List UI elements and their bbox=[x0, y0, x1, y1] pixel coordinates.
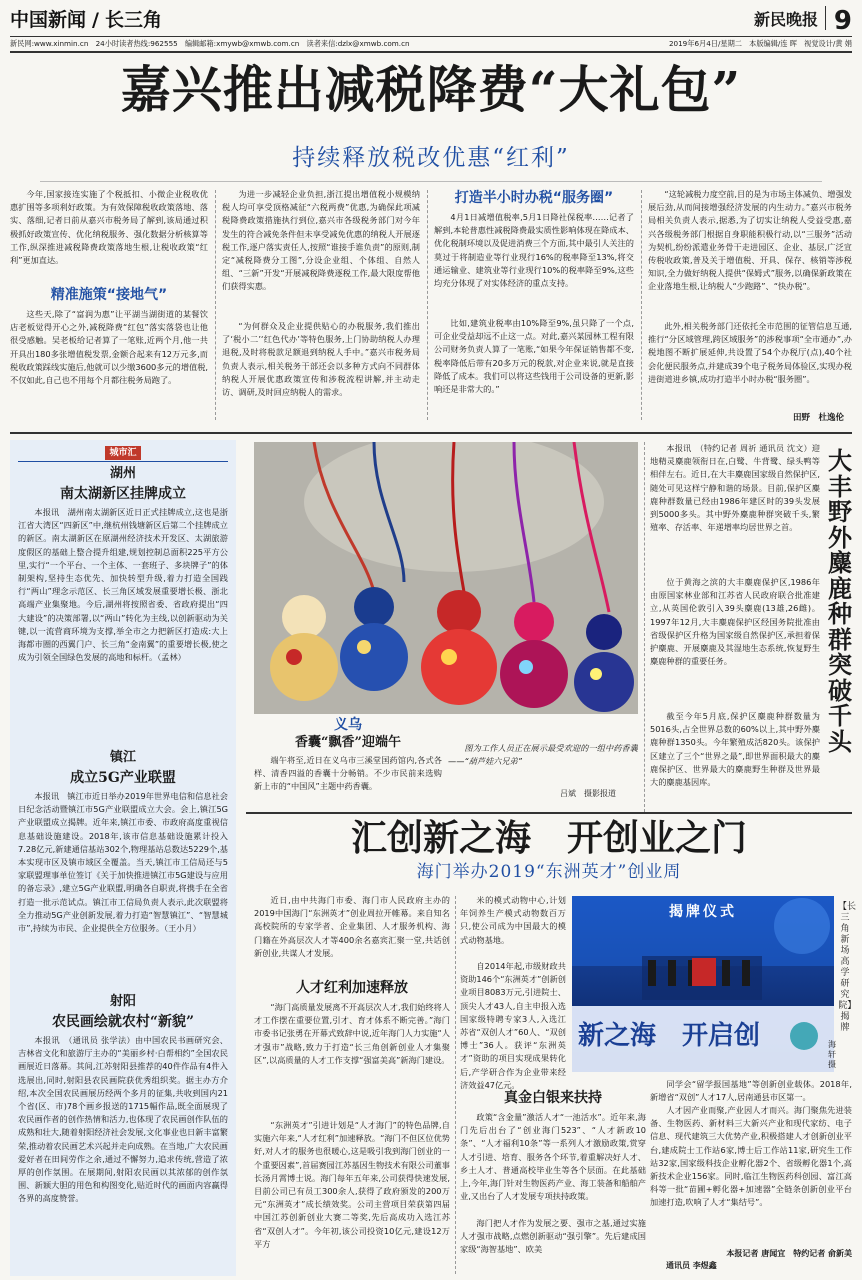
sachet-body: 端午将至,近日在义乌市三溪堂国药馆内,各式各样、清香四溢的香囊十分畅销。不少市民前来选购新上市的“中国风”主题中药香囊。 bbox=[254, 755, 442, 792]
section-rule bbox=[10, 432, 852, 434]
masthead-rule bbox=[10, 36, 852, 37]
page-number: 9 bbox=[833, 6, 852, 36]
city-kicker-row bbox=[18, 446, 228, 462]
sachet-title: 香囊“飘香”迎端午 bbox=[295, 735, 401, 750]
haimen-col-a bbox=[254, 894, 450, 1276]
haimen-col-b-lower bbox=[460, 1088, 646, 1278]
infobar-rule bbox=[10, 51, 852, 53]
section-rule bbox=[246, 812, 852, 814]
haimen-paragraph: 同学会“留学报国基地”等创新创业载体。2018年,新增省“双创”人才17人,居南通县市区第一。 bbox=[650, 1079, 852, 1103]
page-divider bbox=[825, 6, 826, 30]
lead-col4-paragraph: “这轮减税力度空前,目的是为市场主体减负、增强发展后劲,从而间接增强经济发展的内生动力。”嘉兴市税务局相关负责人表示,据悉,为了切实让纳税人受益受惠,嘉兴各级税务部门根据自身职能积极行动,以“三服务”活动为契机,纷纷派遣业务骨干走进园区、企业、基层,广泛宣传税收政策,普及关于增值税、开具、保存、核销等涉税知识,全力做好纳税人提供“保姆式”服务,以确保新政策在企业落地生根,让纳税人“少跑路”、“快办税”。 bbox=[648, 189, 852, 292]
haimen-subheading-2: 真金白银来扶持 bbox=[504, 1090, 602, 1106]
sachet-photo bbox=[254, 442, 638, 714]
deer-headline: 大丰野外麋鹿种群突破千头 bbox=[828, 446, 852, 756]
lead-col-1 bbox=[10, 188, 208, 424]
sachet-caption-right bbox=[448, 716, 638, 808]
haimen-paragraph: 人才因产业而聚,产业因人才而兴。海门聚焦先进装备、生物医药、新材料三大新兴产业和现代家纺、电子信息、现代建筑三大优势产业,积极搭建人才创新创业平台,建成院士工作站6家,博士后工作站11家,研究生工作站32家,国家级科技企业孵化器2个、省级孵化器1个,高新技术企业156家。同时,临江生物医药科创园、富江高科等一批“苗圃+孵化器+加速器”全链条创新创业平台加速打造,吹响了人才“集结号”。 bbox=[650, 1105, 852, 1208]
ceremony-banner: 揭牌仪式 bbox=[669, 904, 737, 920]
ceremony-stage-text: 新之海 开启创 bbox=[578, 1021, 761, 1051]
lead-subheading-1: 精准施策“接地气” bbox=[50, 287, 168, 303]
haimen-paragraph: 米的模式动物中心,计划年饲养生产模式动物数百万只,使公司成为中国最大的模式动物基地。 bbox=[460, 895, 566, 945]
haimen-paragraph: “东洲英才”引进计划是“人才海门”的特色品牌,自实施六年来,“人才红利”加速释放。“海门不但区位优势好,对人才的服务也很暖心,这是吸引我到海门创业的一个重要因素”,首届赛园江苏基因生物技术有限公司董事长汤月霄博士说。海门每年五年来,公司获得快速发展,目前公司已有员工300余人,获得了政府颁发的200万元“东洲英才”成长绩效奖。公司主营项目荣获第四届中国江苏创新创业大赛二等奖,先后高成功入选江苏省“双创人才”。今年初,该公司投资10亿元,建设12万平方 bbox=[254, 1120, 450, 1249]
haimen-paragraph: 海门把人才作为发展之要、强市之基,通过实施人才强市战略,点燃创新驱动“强引擎”。先后建成国家级“海智基地”、欧美 bbox=[460, 1218, 646, 1255]
city-body-huzhou: 本报讯 湖州南太湖新区近日正式挂牌成立,这也是浙江省大湾区“四新区”中,继杭州钱塘新区后第二个挂牌成立的新区。南太湖新区在原湖州经济技术开发区、太湖旅游度假区的基础上整合提升组建,规划控制总面积225平方公里,实行“一个平台、一个主体、一套班子、多块牌子”的体制架构,坚持生态优先、加快转型升级,着力打造全国践行“两山”理念示范区、长三角区域发展重要增长极、浙北高端产业集聚地。今后,湖州将按照省委、省政府提出“四大建设”的决策部署,以“两山”转化为主线,以创新驱动为关键,以一流营商环境为支撑,举全市之力把新区打造成:大上海都市圈的西翼门户、长三角“金南翼”的重要增长极,使之成为引领全国绿色发展的高地和标杆。（孟林） bbox=[18, 507, 228, 663]
city-column bbox=[10, 440, 236, 1276]
lead-subheading-2: 打造半小时办税“服务圈” bbox=[454, 190, 614, 206]
lead-byline: 田野 杜逸伦 bbox=[792, 413, 844, 423]
city-name-zhenjiang: 镇江 bbox=[109, 750, 136, 765]
deer-paragraph: 位于黄海之滨的大丰麋鹿保护区,1986年由原国家林业部和江苏省人民政府联合批准建立,从英国伦敦引入39头麋鹿(13雄,26雌)。1997年12月,大丰麋鹿保护区经国务院批准由省级保护区升格为国家级自然保护区,承担着保护麋鹿、开展麋鹿及其湿地生态系统,恢复野生麋鹿种群的重要任务。 bbox=[650, 577, 820, 667]
info-bar bbox=[10, 38, 852, 50]
lead-col-4 bbox=[648, 188, 852, 428]
column-divider bbox=[455, 896, 456, 1274]
lead-subhead-rule bbox=[40, 181, 822, 182]
ceremony-caption: 【长三角新场高学研究院】揭牌 bbox=[838, 902, 857, 1033]
deer-paragraph: 截至今年5月底,保护区麋鹿种群数量为5016头,占全世界总数的60%以上,其中野外麋鹿种群1350头。今年繁殖成活820头。该保护区建立了三个“世界之最”,即世界面积最大的麋鹿保护区、世界最大的麋鹿野生种群及世界最大的麋鹿基因库。 bbox=[650, 711, 820, 788]
date-editor-line: 2019年6月4日/星期二 本版编辑/连 晖 视觉设计/黄 娟 bbox=[668, 39, 852, 48]
city-kicker: 城市汇 bbox=[105, 446, 140, 460]
lead-col3-paragraph: 4月1日减增值税率,5月1日降社保税率……记者了解到,本轮普惠性减税降费最实质性影响体现在降成本、优化税制环境以及促进消费三个方面,其中最引人关注的莫过于将制造业等行业现行16%的税率降至13%,将交通运输业、建筑业等行业现行10%的税率降至9%,这些均充分体现了对实体经济的重点支持。 bbox=[434, 212, 634, 289]
haimen-paragraph: “海门高质量发展离不开高层次人才,我们始终将人才工作摆在重要位置,引才、育才体系不断完善。”海门市委书记张勇在开幕式致辞中说,近年海门人力实施“人才强市”战略,致力于打造“长三角创新创业人才集聚区”,以高质量的人才工作支撑“强富美高”新海门建设。 bbox=[254, 1002, 450, 1065]
lead-col3-paragraph: 比如,建筑业税率由10%降至9%,虽只降了一个点,可企业受益却远不止这一点。对此,嘉兴某园林工程有限公司财务负责人算了一笔账,“如果今年保证销售都不变,税率降低后带有20多万元的税款,对企业来说,就是直接降低了成本。我们可以将这些钱用于公司设备的更新,影响还是非常大的。” bbox=[434, 318, 634, 395]
column-divider bbox=[641, 190, 642, 420]
city-body-sheyang: 本报讯 （通讯员 张学法）由中国农民书画研究会、吉林省文化和旅游厅主办的“美丽乡村·白帮相约”全国农民画展近日落幕。其间,江苏射阳县推荐的40件作品有4件入选展出,同时,射阳县农民画院获优秀组织奖。据主办方介绍,本次全国农民画展历经两个多月的征集,共收到国内21个省(区、市)78个画乡报送的1715幅作品,既全面展现了农民画作者的创作热情和活力,也体现了农民画创作队伍的成熟和壮大,随着射阳经济社会发展,文化事业也日新丰富繁荣,推动着农民画艺术兴起并走向成熟。在当地,广大农民画爱好者在田间劳作之余,通过不懈努力,追求传统,营造了浓厚的创作氛围。在展期间,射阳农民画以其浓郁的创作氛围、新颖大胆的用色和构图变化,贴近时代的画面内容赢得各界的高度赞誉。 bbox=[18, 1035, 228, 1204]
sachet-illustration bbox=[254, 442, 638, 714]
lead-subhead: 持续释放税改优惠“红利” bbox=[292, 145, 570, 171]
haimen-headline: 汇创新之海 开创业之门 bbox=[350, 817, 747, 859]
column-divider bbox=[215, 190, 216, 420]
city-name-huzhou: 湖州 bbox=[109, 466, 136, 481]
lead-col2-paragraph: “为何群众及企业提供贴心的办税服务,我们推出了‘税小二’‘红色代办’等特色服务,上门协助纳税人办理退税,及时将税款足额退到纳税人手中。”嘉兴市税务局负责人表示,相关税务干部还会以多种方式向不同群体纳税人开展优惠政策宣传和涉税流程讲解,并主动走访、调研,及时回应纳税人的需求。 bbox=[222, 321, 420, 398]
lead-col1-paragraph: 这些天,除了“富润为惠”让平湖当湖街道的某餐饮店老板觉得开心之外,减税降费“红包”落实落袋也让他很受感触。吴老板给记者算了一笔账,近两个月,他一共开具出180多张增值税发票,金额合起来有12万元多,而税收政策踩线实施后,他就可以少缴3600多元的增值税,不仅如此,自己也不用每个月都往税务局跑了。 bbox=[10, 309, 208, 386]
lead-col4-paragraph: 此外,相关税务部门还依托全市范围的征管信息互通,推行“分区域管理,跨区域服务”的涉税事项“全市通办”,办税地图不断扩展延伸,共设置了54个办税厅(点),40个社会化便民服务点,并建成39个电子税务局体验区,实现办税进街道进乡镇,成功打造半小时办税“服务圈”。 bbox=[648, 321, 852, 384]
haimen-byline: 本报记者 唐闻宜 特约记者 俞新美 bbox=[726, 1249, 852, 1258]
lead-col2-paragraph: 为进一步减轻企业负担,浙江提出增值税小规模纳税人均可享受顶格减征“六税两费”优惠,为确保此项减税降费政策措施执行到位,嘉兴市各级税务部门对今年发生的符合减免条件但未享受减免优惠的纳税人开展逐税工作,逐户落实责任人,按照“谁接手谁负责”的原则,制定“减税降费分工图”,分设企业组、个体组、自然人组、“三新”开发“开展减税降费逐税工作,最大限度帮他们获得实惠。 bbox=[222, 189, 420, 292]
deer-body bbox=[650, 442, 820, 812]
lead-col-2 bbox=[222, 188, 420, 424]
contact-line: 新民网:www.xinmin.cn 24小时读者热线:962555 编辑邮箱:xmywb@xmwb.com.cn 读者来信:dzlx@xmwb.com.cn bbox=[10, 39, 410, 48]
haimen-byline-2: 通讯员 李煜鑫 bbox=[666, 1261, 717, 1270]
lead-col-3 bbox=[434, 188, 634, 424]
sachet-titlebox bbox=[254, 716, 442, 808]
haimen-subhead: 海门举办2019“东洲英才”创业周 bbox=[416, 862, 682, 882]
haimen-paragraph: 政策“含金量”激活人才“一池活水”。近年来,海门先后出台了“创业海门523”、“人才新政10条”、“人才福利10条”等一系列人才激励政策,赏穿人才引进、培育、服务各个环节,着重解决好人才、乡土人才、普通高校毕业生等各个层面。在此基础上,今年,海门针对生物医药产业、海工装备和船舶产业,又出台了人才发展专项扶持政策。 bbox=[460, 1112, 646, 1202]
haimen-subheading-1: 人才红利加速释放 bbox=[296, 980, 408, 996]
city-name-sheyang: 射阳 bbox=[109, 994, 136, 1009]
sachet-caption-block bbox=[254, 716, 638, 810]
city-title-huzhou: 南太湖新区挂牌成立 bbox=[60, 486, 186, 502]
section-title: 中国新闻 / 长三角 bbox=[10, 9, 162, 31]
haimen-col-c bbox=[650, 1078, 852, 1278]
ceremony-credit: 海轩 摄 bbox=[828, 1040, 844, 1069]
deer-paragraph: 本报讯 （特约记者 周祈 通讯员 沈文）迎地精灵麋鹿领衔日在,白鹭、牛背鹭、绿头鸭等相伴左右。近日,在大丰麋鹿国家级自然保护区,随处可见这样宁静和谐的场景。目前,保护区麋鹿种群数量已经由1986年建区时的39头发展到5000多头。其中野外麋鹿种群突破千头,繁殖率、存活率、年递增率均居世界之首。 bbox=[650, 443, 820, 533]
city-title-sheyang: 农民画绘就农村“新貌” bbox=[51, 1014, 195, 1030]
lead-headline: 嘉兴推出减税降费“大礼包” bbox=[120, 60, 742, 119]
masthead bbox=[10, 4, 852, 34]
lead-col1-paragraph: 今年,国家接连实施了个税抵扣、小微企业税收优惠扩围等多项利好政策。为有效保障税收政策落地、落实、落细,记者日前从嘉兴市税务局了解到,该局通过积极抓好政策宣传、优化纳税服务、强化数据分析核算等工作,纵深推进减税降费政策落地生根,让税收政策“红利”更加直达。 bbox=[10, 189, 208, 266]
haimen-paragraph: 自2014年起,市级财政共资助146个“东洲英才”创新创业项目8083万元,引进院士、顶尖人才43人,自主申报入选国家级特聘专家3人,入选江苏省“双创人才”60人、“双创博士”36人。获评“东洲英才”资助的项目实现成果转化后,产学研合作为企业带来经济效益47亿元。 bbox=[460, 961, 566, 1090]
sachet-caption: 图为工作人员正在展示最受欢迎的一组中药香囊——“葫芦娃六兄弟” bbox=[448, 743, 638, 767]
sachet-place: 义乌 bbox=[334, 717, 362, 733]
column-divider bbox=[644, 442, 645, 812]
brand-logo: 新民晚报 bbox=[753, 10, 818, 29]
city-body-zhenjiang: 本报讯 镇江市近日举办2019年世界电信和信息社会日纪念活动暨镇江市5G产业联盟成立大会。会上,镇江5G产业联盟成立揭牌。近年来,镇江市委、市政府高度重视信息基础设施建设。2018年,该市信息基础设施累计投入7.28亿元,新建通信基站302个,物理基站总数达5229个,基本实现市区及镇市域区全覆盖。当天,镇江市工信局还与5家联盟理事单位签订《关于加快推进镇江市5G建设与应用的备忘录》,建立5G产业联盟,明确各自职责,将携手在全省打造一批示范试点。镇江市工信局负责人表示,此次联盟将全力推动5G产业创新发展,着力打造“智慧镇江”、“智慧城市”,持续为市民、企业提供全方位服务。（王小月） bbox=[18, 791, 228, 934]
haimen-paragraph: 近日,由中共海门市委、海门市人民政府主办的2019中国海门“东洲英才”创业周拉开帷幕。来自知名高校院所的专家学者、企业集团、人才服务机构、海门籍在外高层次人才等400余名嘉宾汇聚一堂,共话创新创业,共谋人才发展。 bbox=[254, 895, 450, 958]
column-divider bbox=[427, 190, 428, 420]
unveiling-cloth bbox=[692, 958, 716, 986]
ceremony-photo bbox=[572, 896, 834, 1072]
sachet-credit: 吕斌 摄影报道 bbox=[560, 789, 616, 798]
city-title-zhenjiang: 成立5G产业联盟 bbox=[70, 770, 176, 786]
